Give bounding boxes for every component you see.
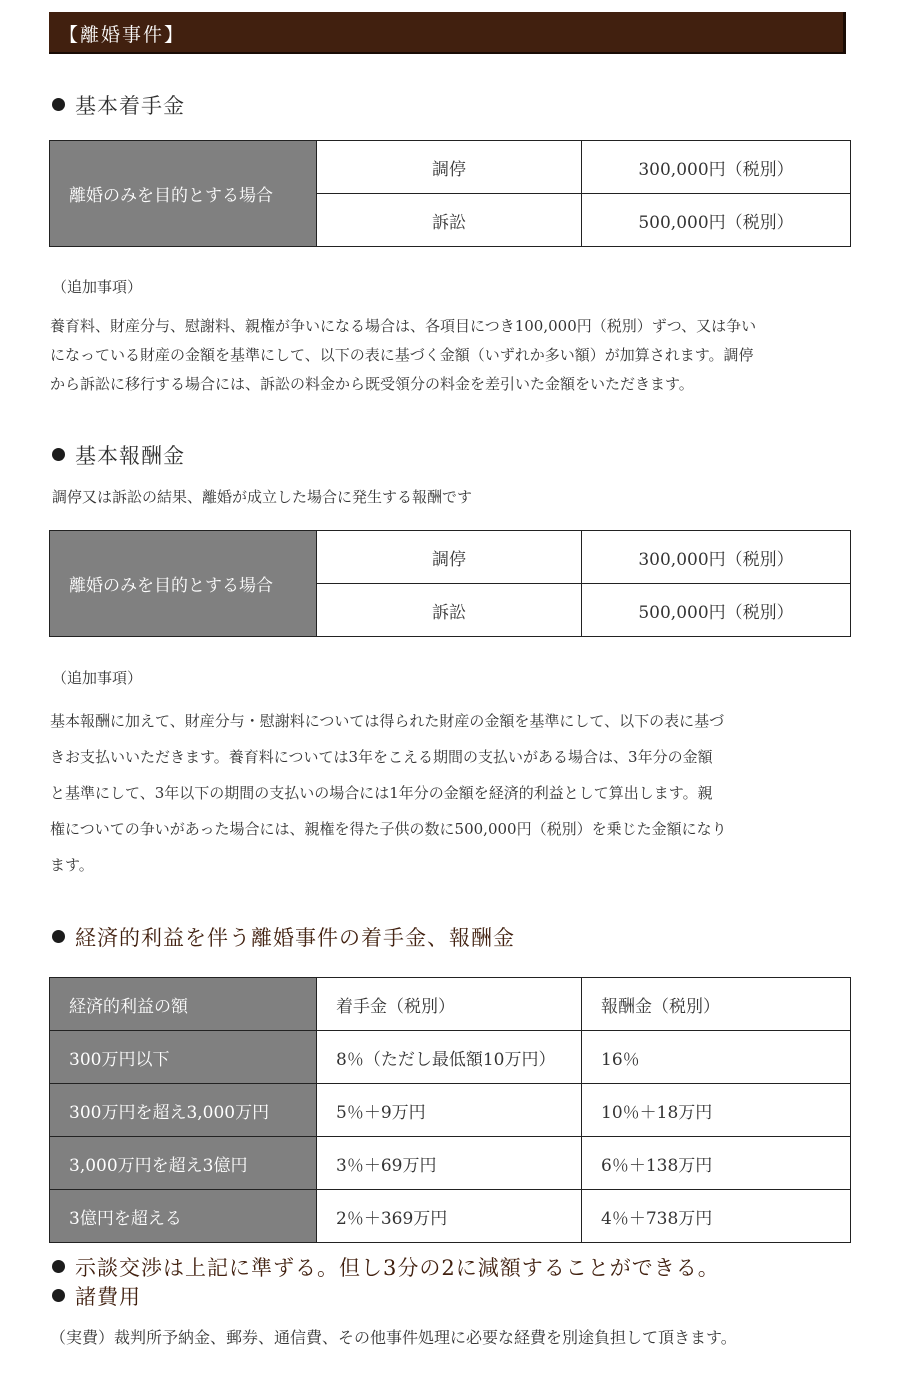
table-cell: 5％＋9万円	[317, 1084, 582, 1137]
heading-basic-retainer: 基本着手金	[52, 90, 185, 120]
note-paragraph	[50, 703, 852, 883]
table-label-cell: 離婚のみを目的とする場合	[50, 531, 317, 637]
table-cell: 訴訟	[317, 584, 582, 637]
note-line: 養育料、財産分与、慰謝料、親権が争いになる場合は、各項目につき100,000円（税別）ずつ、又は争い	[50, 317, 757, 335]
heading-expenses: 諸費用	[52, 1281, 141, 1311]
table-cell: 8％（ただし最低額10万円）	[317, 1031, 582, 1084]
note-line: きお支払いいただきます。養育料については3年をこえる期間の支払いがある場合は、3年分の金額	[50, 748, 713, 766]
table-row	[50, 1137, 851, 1190]
heading-economic-benefit: 経済的利益を伴う離婚事件の着手金、報酬金	[52, 922, 515, 952]
table-cell: 6％＋138万円	[582, 1137, 851, 1190]
table-cell: 3億円を超える	[50, 1190, 317, 1243]
table-cell: 訴訟	[317, 194, 582, 247]
note-title: （追加事項）	[52, 278, 143, 296]
note-paragraph	[50, 312, 852, 399]
bullet-icon	[52, 98, 65, 111]
note-line: と基準にして、3年以下の期間の支払いの場合には1年分の金額を経済的利益として算出します。親	[50, 784, 713, 802]
table-cell: 3,000万円を超え3億円	[50, 1137, 317, 1190]
table-cell: 16％	[582, 1031, 851, 1084]
table-cell: 500,000円（税別）	[582, 584, 851, 637]
table-header-row	[50, 978, 851, 1031]
table-cell: 300,000円（税別）	[582, 531, 851, 584]
table-row	[50, 531, 851, 584]
note-title: （追加事項）	[52, 669, 143, 687]
bullet-icon	[52, 1289, 65, 1302]
note-line: ます。	[50, 856, 94, 874]
table-cell: 3％＋69万円	[317, 1137, 582, 1190]
bullet-icon	[52, 930, 65, 943]
table-header-cell: 経済的利益の額	[50, 978, 317, 1031]
table-row	[50, 1084, 851, 1137]
table-label-cell: 離婚のみを目的とする場合	[50, 141, 317, 247]
table-cell: 4％＋738万円	[582, 1190, 851, 1243]
table-row	[50, 1031, 851, 1084]
basic-reward-table	[49, 530, 851, 637]
table-cell: 300万円を超え3,000万円	[50, 1084, 317, 1137]
table-cell: 調停	[317, 531, 582, 584]
table-cell: 300,000円（税別）	[582, 141, 851, 194]
note-line: になっている財産の金額を基準にして、以下の表に基づく金額（いずれか多い額）が加算されます。調停	[50, 346, 754, 364]
table-row	[50, 141, 851, 194]
bullet-icon	[52, 448, 65, 461]
basic-retainer-table	[49, 140, 851, 247]
note-line: から訴訟に移行する場合には、訴訟の料金から既受領分の料金を差引いた金額をいただきます。	[50, 375, 694, 393]
note-line: 権についての争いがあった場合には、親権を得た子供の数に500,000円（税別）を乗じた金額になり	[50, 820, 727, 838]
heading-basic-reward: 基本報酬金	[52, 440, 185, 470]
banner-title: 【離婚事件】	[59, 24, 186, 46]
table-cell: 調停	[317, 141, 582, 194]
table-cell: 300万円以下	[50, 1031, 317, 1084]
table-cell: 500,000円（税別）	[582, 194, 851, 247]
bullet-icon	[52, 1260, 65, 1273]
settlement-notice: 示談交渉は上記に準ずる。但し3分の2に減額することができる。	[52, 1252, 720, 1282]
table-row	[50, 1190, 851, 1243]
reward-subtitle: 調停又は訴訟の結果、離婚が成立した場合に発生する報酬です	[52, 488, 473, 506]
expenses-text: （実費）裁判所予納金、郵券、通信費、その他事件処理に必要な経費を別途負担して頂きます。	[50, 1328, 737, 1347]
table-cell: 2％＋369万円	[317, 1190, 582, 1243]
note-line: 基本報酬に加えて、財産分与・慰謝料については得られた財産の金額を基準にして、以下の表に基づ	[50, 712, 725, 730]
table-cell: 10％＋18万円	[582, 1084, 851, 1137]
section-banner	[49, 12, 846, 54]
table-header-cell: 着手金（税別）	[317, 978, 582, 1031]
economic-benefit-table	[49, 977, 851, 1243]
table-header-cell: 報酬金（税別）	[582, 978, 851, 1031]
